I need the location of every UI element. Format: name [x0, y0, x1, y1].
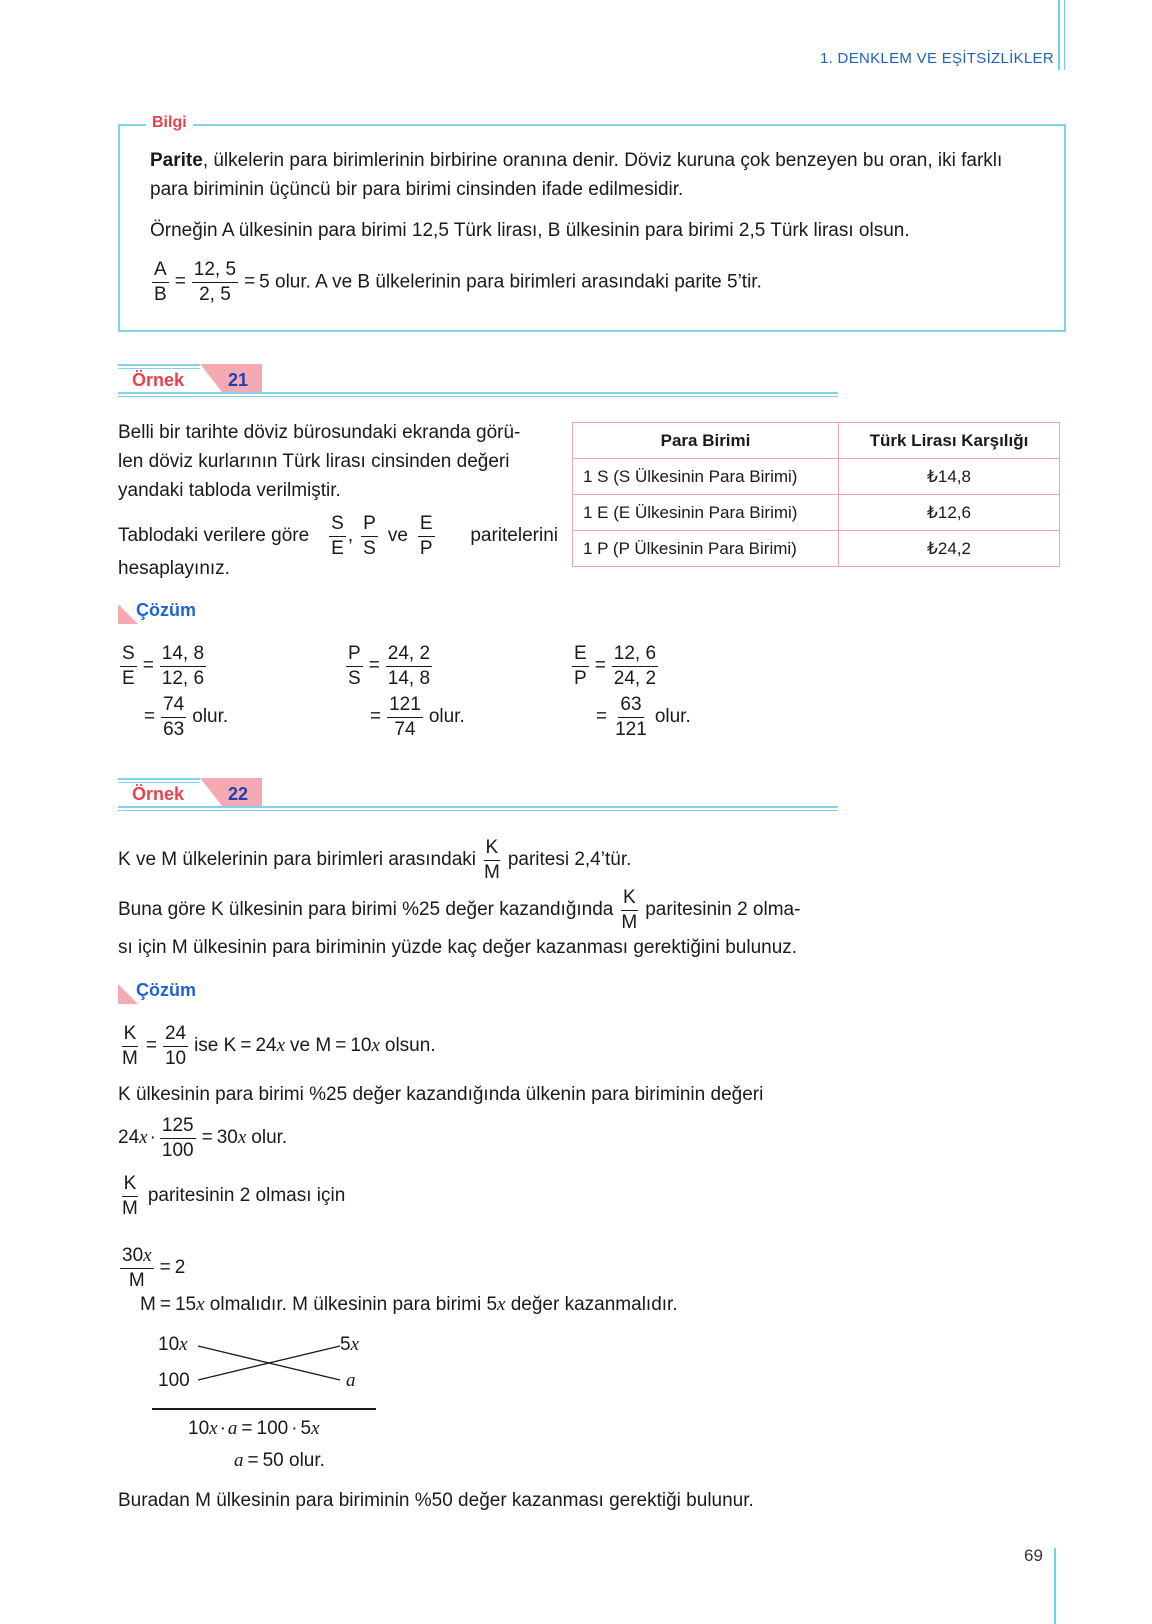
info-formula: $\frac{A}{B}$ = $\frac{12, 5}{2, 5}$ = 5 olur. A ve B ülkelerinin para birimleri arasındaki parite 5’tir.: [154, 259, 762, 305]
example-underline-thin: [118, 810, 838, 811]
table-cell: 1 E (E Ülkesinin Para Birimi): [573, 495, 839, 531]
table-row: [573, 531, 1060, 567]
example-number: 22: [228, 784, 249, 804]
solution-step-4: $\frac{30x}{M}$ = 2: [122, 1245, 186, 1291]
cross-lines: [196, 1340, 342, 1386]
table-cell: ₺24,2: [839, 531, 1060, 567]
example-number: 21: [228, 370, 249, 390]
chapter-title: 1. DENKLEM VE EŞİTSİZLİKLER: [819, 50, 1054, 67]
solution-p-s: $\frac{P}{S}$ = $\frac{24, 2}{14, 8}$ = $\frac{121}{74}$ olur.: [348, 643, 465, 740]
solution-label: Çözüm: [136, 600, 196, 620]
solution-step-5: M = 15x olmalıdır. M ülkesinin para birimi 5x değer kazanmalıdır.: [140, 1294, 678, 1315]
fraction-a-b: $\frac{A}{B}$: [154, 259, 167, 305]
table-cell: ₺12,6: [839, 495, 1060, 531]
solution-marker: [118, 984, 138, 1004]
question-ve: ve: [387, 525, 408, 547]
cross-top-right: 5x: [340, 1334, 360, 1355]
cross-result-1: 10x · a = 100 · 5x: [188, 1418, 320, 1439]
question-line: len döviz kurlarının Türk lirası cinsinden değeri: [118, 451, 510, 472]
question-line: hesaplayınız.: [118, 558, 230, 579]
solution-label: Çözüm: [136, 980, 196, 1000]
question-line: Belli bir tarihte döviz bürosundaki ekranda görü-: [118, 422, 521, 443]
table-cell: 1 P (P Ülkesinin Para Birimi): [573, 531, 839, 567]
example-header-rule-thin: [118, 368, 200, 369]
solution-step-1: $\frac{K}{M}$ = $\frac{24}{10}$ ise K = 24 x ve M = 10 x olsun.: [122, 1023, 436, 1069]
info-formula-text: 5 olur. A ve B ülkelerinin para birimleri arasındaki parite 5’tir.: [259, 271, 762, 293]
header-rule: [1058, 0, 1060, 70]
table-header-row: [573, 423, 1060, 459]
page-number: 69: [1024, 1546, 1043, 1565]
example-underline: [118, 392, 838, 394]
example-label: Örnek: [132, 370, 185, 390]
example-label: Örnek: [132, 784, 185, 804]
fraction-values: $\frac{12, 5}{2, 5}$: [193, 259, 237, 305]
cross-result-2: a = 50 olur.: [234, 1450, 325, 1471]
fraction-s-e: $\frac{S}{E}$: [331, 513, 344, 559]
example-header-rule-thin: [118, 782, 200, 783]
cross-bottom-right: a: [346, 1370, 356, 1391]
info-paragraph-2: Örneğin A ülkesinin para birimi 12,5 Türk lirası, B ülkesinin para birimi 2,5 Türk lirası olsun.: [150, 220, 910, 241]
table-header: Türk Lirası Karşılığı: [839, 423, 1060, 459]
solution-marker: [118, 604, 138, 624]
table-row: [573, 495, 1060, 531]
question-line: sı için M ülkesinin para biriminin yüzde kaç değer kazanması gerektiğini bulunuz.: [118, 937, 798, 958]
info-label: Bilgi: [146, 114, 193, 132]
example-underline: [118, 806, 838, 808]
footer-rule: [1054, 1548, 1056, 1624]
info-term: Parite: [150, 150, 203, 171]
exchange-rate-table: [572, 422, 1060, 567]
table-cell: ₺14,8: [839, 459, 1060, 495]
solution-s-e: $\frac{S}{E}$ = $\frac{14, 8}{12, 6}$ = $\frac{74}{63}$ olur.: [122, 643, 229, 740]
cross-bottom-left: 100: [158, 1370, 190, 1391]
info-definition: , ülkelerin para birimlerinin birbirine oranına denir. Döviz kuruna çok benzeyen bu oran, iki farklı para biriminin üçüncü bir para birimi cinsinden ifade edilmesidir.: [150, 150, 1003, 200]
solution-e-p: $\frac{E}{P}$ = $\frac{12, 6}{24, 2}$ = $\frac{63}{121}$ olur.: [574, 643, 691, 740]
table-row: [573, 459, 1060, 495]
cross-divider: [152, 1408, 376, 1410]
table-cell: 1 S (S Ülkesinin Para Birimi): [573, 459, 839, 495]
fraction-k-m: $\frac{K}{M}$: [483, 837, 500, 883]
question-line: K ve M ülkelerinin para birimleri arasındaki $\frac{K}{M}$ paritesi 2,4’tür.: [118, 837, 632, 883]
fraction-e-p: $\frac{E}{P}$: [419, 513, 433, 559]
conclusion: Buradan M ülkesinin para biriminin %50 değer kazanması gerektiği bulunur.: [118, 1490, 754, 1511]
fraction-p-s: $\frac{P}{S}$: [363, 513, 376, 559]
question-text: paritelerini: [470, 525, 558, 547]
question-line: Buna göre K ülkesinin para birimi %25 değer kazandığında $\frac{K}{M}$ paritesinin 2 olma-: [118, 887, 801, 933]
example-underline-thin: [118, 396, 838, 397]
question-line-fractions: Tablodaki verilere göre $\frac{S}{E}$ , $\frac{P}{S}$ ve $\frac{E}{P}$ paritelerini: [118, 513, 558, 559]
solution-step-3: $\frac{K}{M}$ paritesinin 2 olması için: [122, 1173, 346, 1219]
solution-text: K ülkesinin para birimi %25 değer kazandığında ülkenin para biriminin değeri: [118, 1084, 764, 1105]
solution-step-2: 24 x · $\frac{125}{100}$ = 30 x olur.: [118, 1115, 288, 1161]
header-rule-thin: [1064, 0, 1065, 70]
info-paragraph-1: [150, 146, 1040, 204]
question-line: yandaki tabloda verilmiştir.: [118, 480, 341, 501]
example-header-rule: [118, 364, 200, 366]
cross-top-left: 10x: [158, 1334, 188, 1355]
example-header-rule: [118, 778, 200, 780]
table-header: Para Birimi: [573, 423, 839, 459]
fraction-k-m: $\frac{K}{M}$: [621, 887, 638, 933]
question-text: Tablodaki verilere göre: [118, 525, 310, 547]
